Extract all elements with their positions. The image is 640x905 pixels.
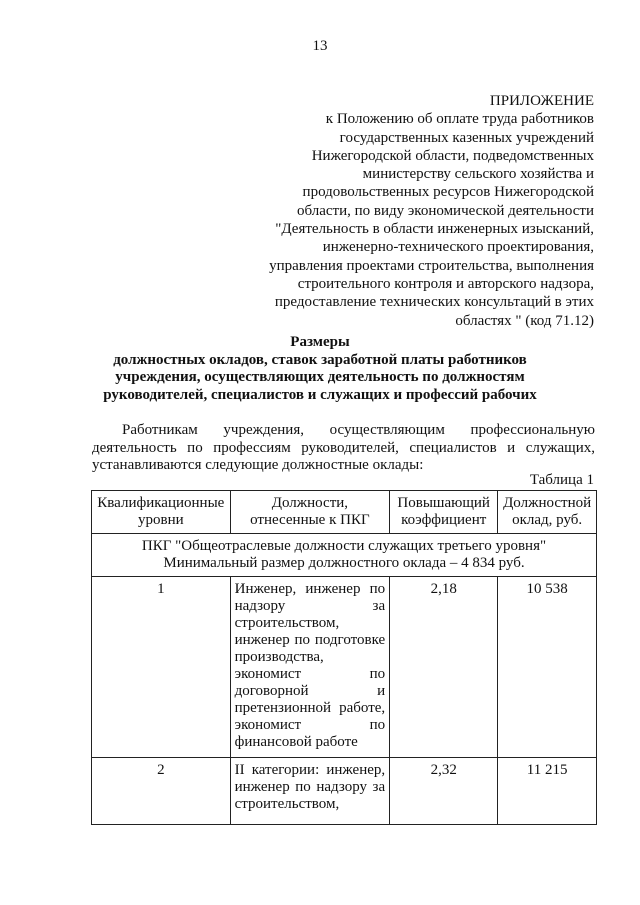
appendix-line: областях " (код 71.12): [455, 312, 594, 329]
appendix-line: министерству сельского хозяйства и: [362, 166, 594, 183]
group-cell: [92, 534, 597, 577]
header-cell-positions: Должности, отнесенные к ПКГ: [230, 491, 390, 534]
table-caption: Таблица 1: [529, 472, 594, 488]
header-cell-levels: Квалификационные уровни: [92, 491, 231, 534]
appendix-line: строительного контроля и авторского надзора,: [297, 275, 594, 292]
header-cell-salary: Должностной оклад, руб.: [498, 491, 597, 534]
document-title: [0, 334, 640, 404]
table-group-row: [92, 534, 597, 577]
cell-coefficient: 2,32: [390, 758, 498, 825]
cell-positions: II категории: инженер, инженер по надзору за строительством,: [230, 758, 390, 825]
appendix-line: продовольственных ресурсов Нижегородской: [302, 184, 594, 201]
appendix-line: области, по виду экономической деятельности: [296, 202, 594, 219]
table-row: [92, 577, 597, 758]
title-line: руководителей, специалистов и служащих и профессий рабочих: [103, 386, 537, 403]
header-cell-coefficient: Повышающий коэффициент: [390, 491, 498, 534]
cell-level: 2: [92, 758, 231, 825]
appendix-line: управления проектами строительства, выполнения: [269, 257, 594, 274]
cell-level: 1: [92, 577, 231, 758]
appendix-line: к Положению об оплате труда работников: [325, 111, 594, 128]
group-title: ПКГ "Общеотраслевые должности служащих третьего уровня": [141, 538, 547, 554]
appendix-line: ПРИЛОЖЕНИЕ: [489, 93, 594, 109]
intro-line: устанавливаются следующие должностные оклады:: [92, 457, 424, 473]
cell-salary: 10 538: [498, 577, 597, 758]
group-min-salary: Минимальный размер должностного оклада – 4 834 руб.: [163, 555, 525, 571]
title-line: учреждения, осуществляющих деятельность по должностям: [115, 369, 525, 385]
salary-table: [91, 490, 597, 825]
table-row: [92, 758, 597, 825]
intro-line: деятельность по профессиям руководителей, специалистов и служащих,: [92, 439, 595, 456]
title-line: Размеры: [290, 334, 350, 350]
cell-coefficient: 2,18: [390, 577, 498, 758]
cell-salary: 11 215: [498, 758, 597, 825]
cell-positions: Инженер, инженер по надзору за строительством, инженер по подготовке производства, экономист по договорной и претензионной работе, экономист по финансовой работе: [230, 577, 390, 758]
appendix-line: Нижегородской области, подведомственных: [311, 147, 594, 164]
page-number: 13: [312, 38, 328, 54]
title-line: должностных окладов, ставок заработной платы работников: [113, 351, 527, 368]
intro-paragraph: [92, 422, 595, 475]
appendix-line: предоставление технических консультаций в этих: [274, 294, 594, 311]
appendix-line: "Деятельность в области инженерных изысканий,: [275, 221, 594, 238]
appendix-line: государственных казенных учреждений: [339, 129, 594, 146]
intro-line: Работникам учреждения, осуществляющим профессиональную: [122, 422, 595, 438]
appendix-line: инженерно-технического проектирования,: [322, 239, 594, 256]
appendix-block: [254, 92, 594, 330]
table-header-row: [92, 491, 597, 534]
